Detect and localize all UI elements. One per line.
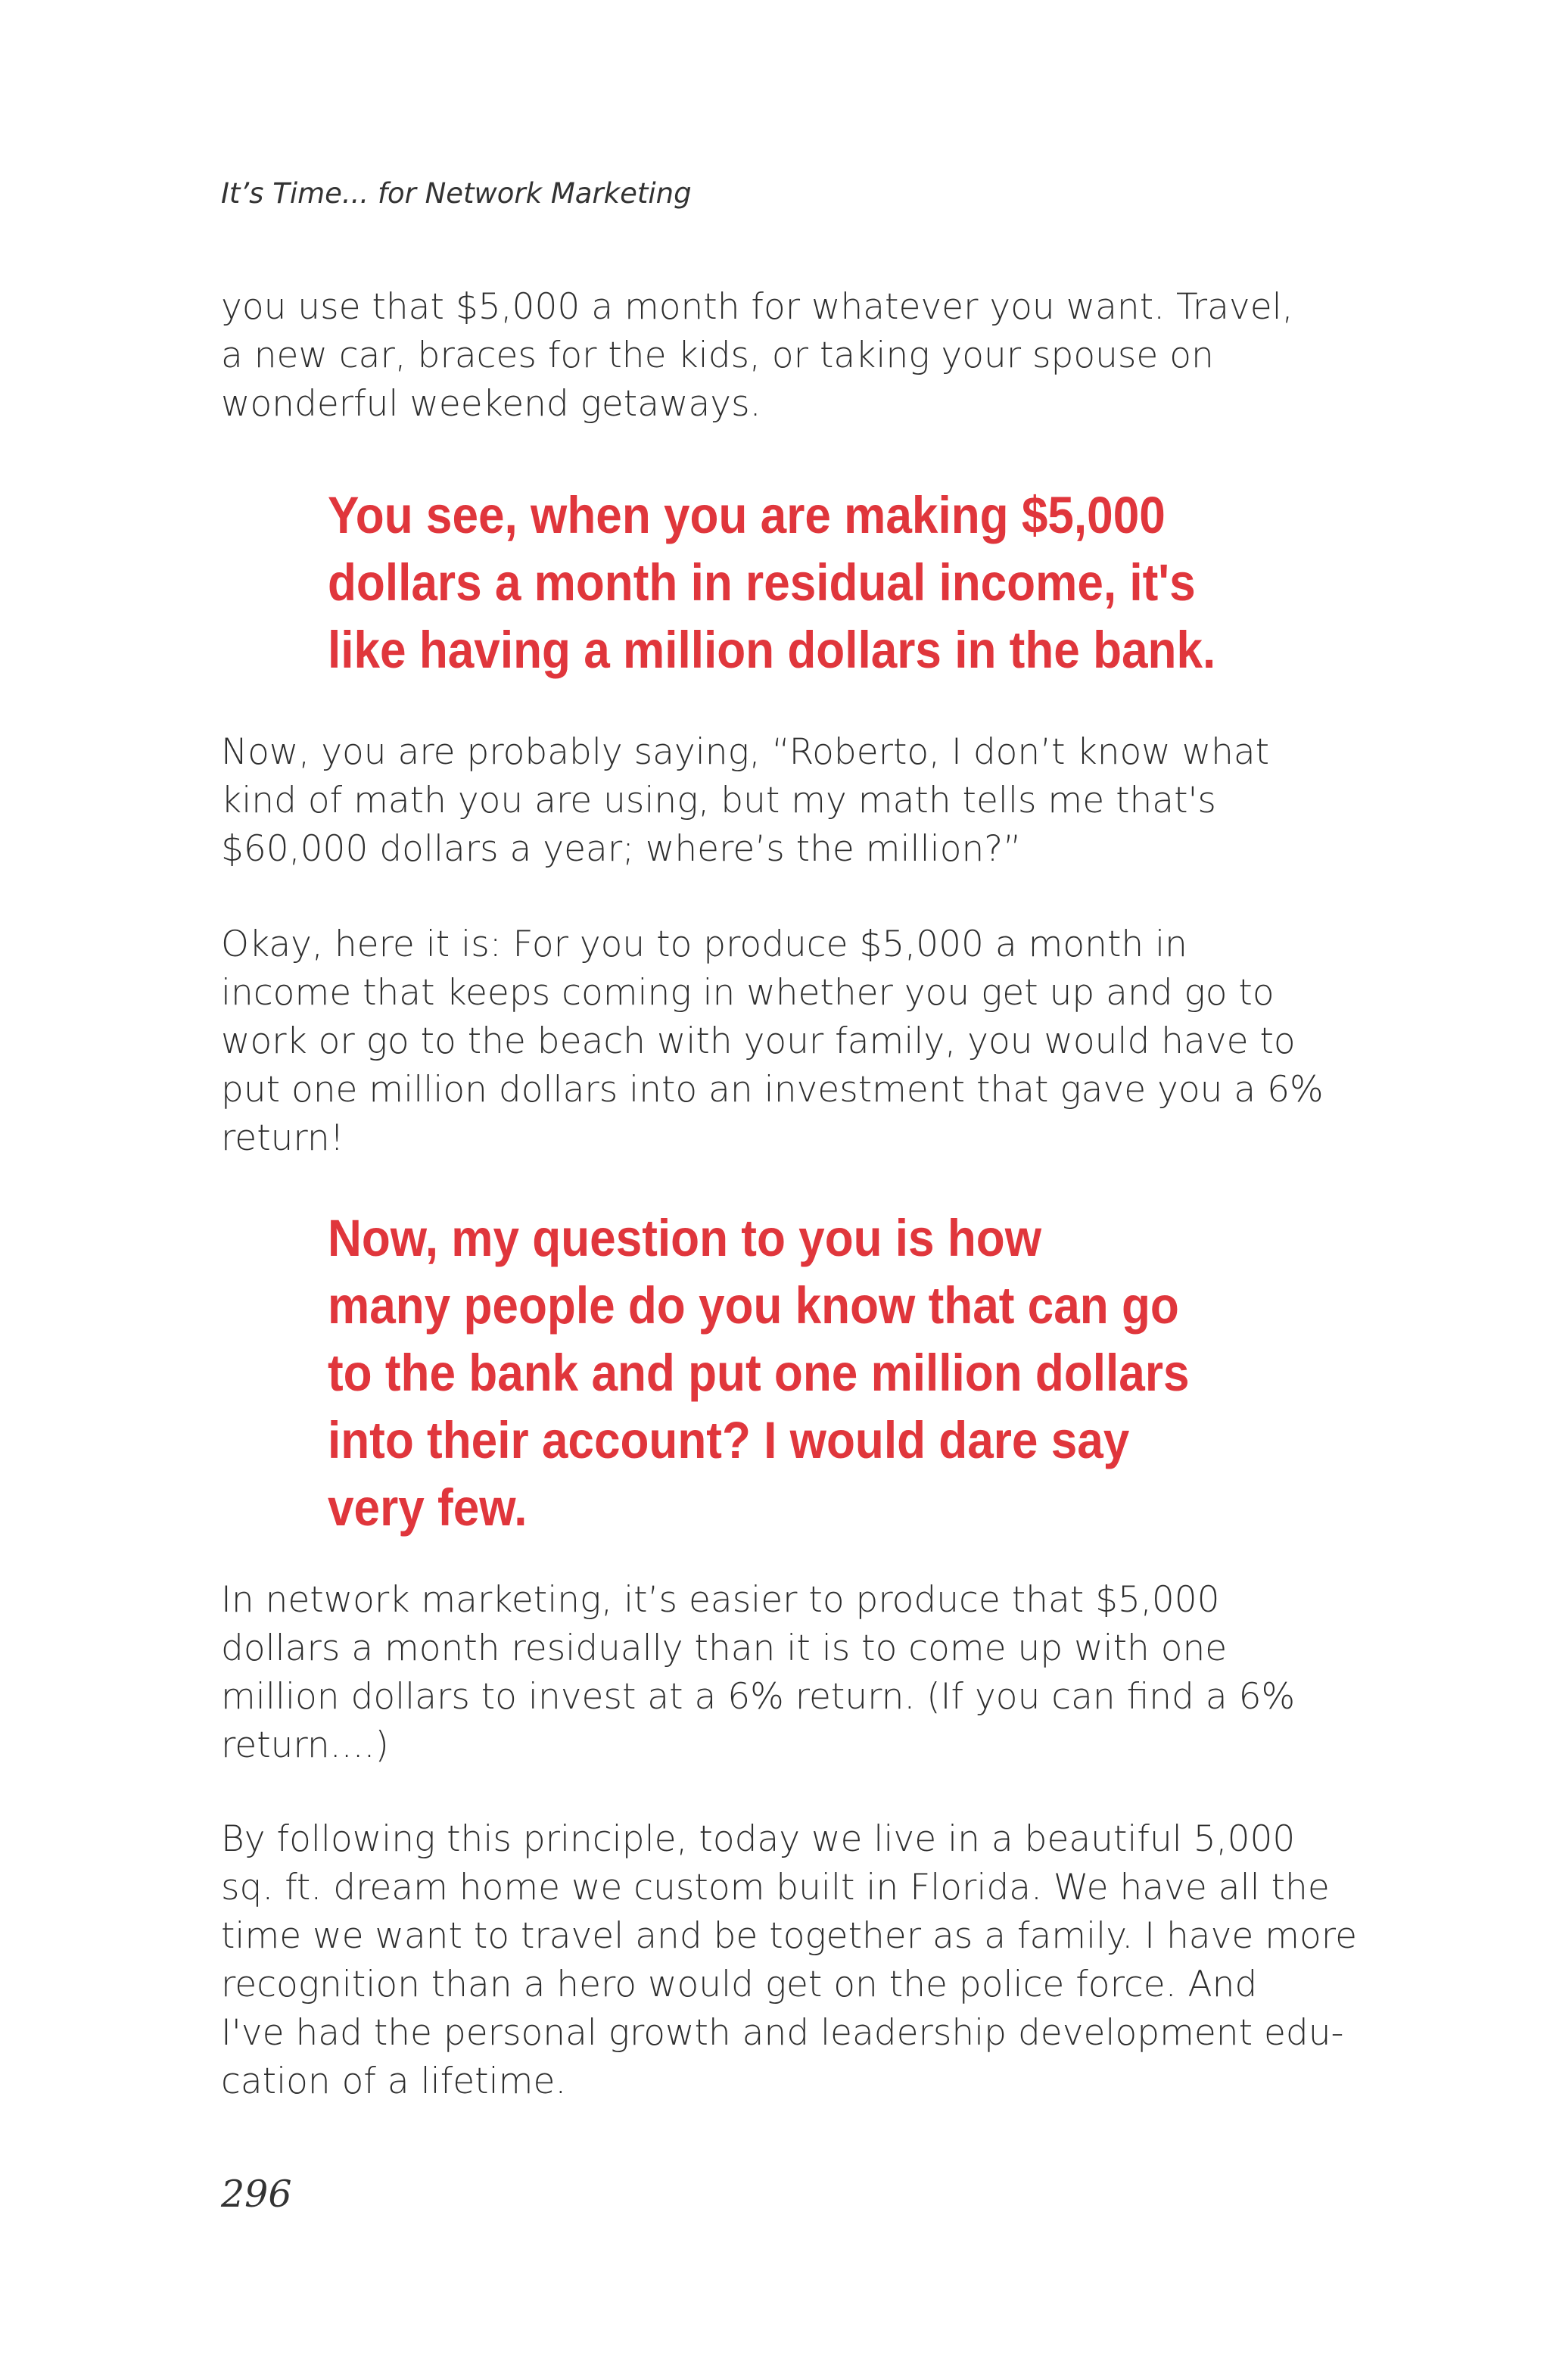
pull-quote-2 xyxy=(328,1204,1227,1541)
quote-line: like having a million dollars in the bank. xyxy=(328,621,1216,679)
text-line: I've had the personal growth and leadership development edu- xyxy=(221,2012,1344,2054)
paragraph-4 xyxy=(221,1576,1334,1770)
paragraph-2 xyxy=(221,728,1334,874)
running-head: It’s Time... for Network Marketing xyxy=(221,177,692,210)
paragraph-1 xyxy=(221,283,1334,428)
text-line: $60,000 dollars a year; where’s the million?” xyxy=(221,828,1022,870)
text-line: Now, you are probably saying, “Roberto, I don’t know what xyxy=(221,731,1270,773)
text-line: return! xyxy=(221,1117,344,1159)
paragraph-3 xyxy=(221,921,1334,1163)
text-line: sq. ft. dream home we custom built in Florida. We have all the xyxy=(221,1867,1330,1908)
text-line: put one million dollars into an investment that gave you a 6% xyxy=(221,1069,1324,1111)
text-line: cation of a lifetime. xyxy=(221,2061,567,2102)
quote-line: many people do you know that can go xyxy=(328,1276,1179,1335)
text-line: dollars a month residually than it is to come up with one xyxy=(221,1628,1228,1669)
paragraph-5 xyxy=(221,1815,1357,2106)
text-line: work or go to the beach with your family, you would have to xyxy=(221,1020,1296,1062)
text-line: return....) xyxy=(221,1724,389,1766)
text-line: In network marketing, it’s easier to produce that $5,000 xyxy=(221,1579,1220,1621)
quote-line: very few. xyxy=(328,1478,528,1537)
page-number: 296 xyxy=(221,2173,292,2216)
text-line: income that keeps coming in whether you get up and go to xyxy=(221,972,1275,1014)
text-line: you use that $5,000 a month for whatever you want. Travel, xyxy=(221,286,1293,328)
text-line: a new car, braces for the kids, or taking your spouse on xyxy=(221,335,1214,376)
quote-line: You see, when you are making $5,000 xyxy=(328,486,1166,544)
text-line: Okay, here it is: For you to produce $5,000 a month in xyxy=(221,924,1187,965)
text-line: wonderful weekend getaways. xyxy=(221,383,761,425)
quote-line: dollars a month in residual income, it's xyxy=(328,553,1196,612)
quote-line: to the bank and put one million dollars xyxy=(328,1344,1190,1402)
text-line: recognition than a hero would get on the police force. And xyxy=(221,1964,1258,2005)
text-line: By following this principle, today we live in a beautiful 5,000 xyxy=(221,1818,1296,1860)
quote-line: Now, my question to you is how xyxy=(328,1209,1042,1267)
quote-line: into their account? I would dare say xyxy=(328,1411,1130,1469)
text-line: kind of math you are using, but my math tells me that's xyxy=(221,780,1216,821)
text-line: time we want to travel and be together as a family. I have more xyxy=(221,1915,1357,1957)
text-line: million dollars to invest at a 6% return. (If you can find a 6% xyxy=(221,1676,1296,1718)
pull-quote-1 xyxy=(328,481,1227,684)
